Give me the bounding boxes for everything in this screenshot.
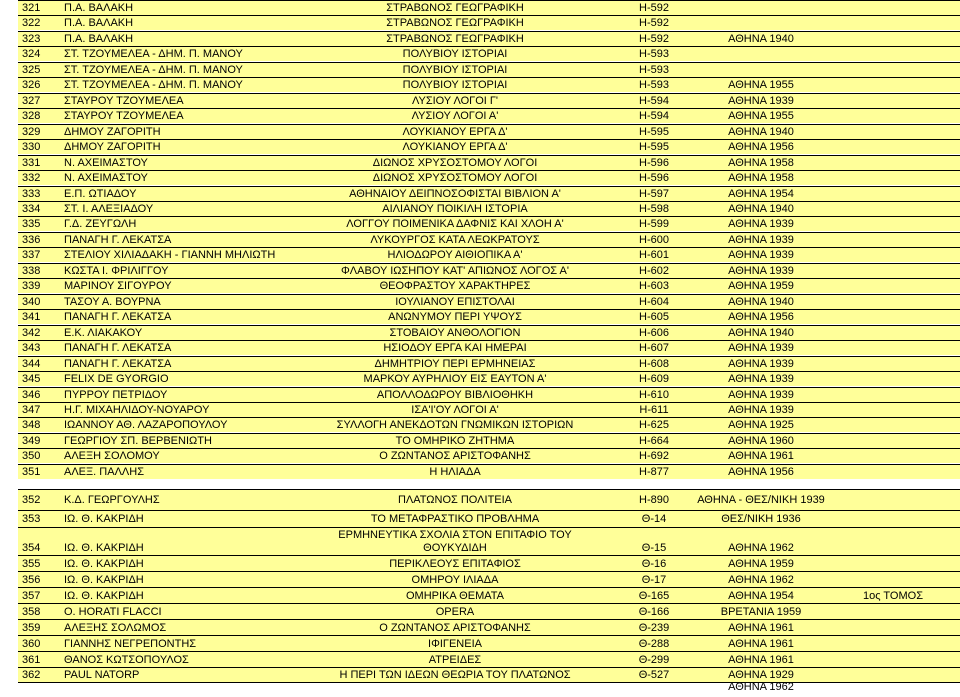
place-year-cell: ΑΘΗΝΑ 1961 [728, 653, 794, 666]
title-cell: Η ΠΕΡΙ ΤΩΝ ΙΔΕΩΝ ΘΕΩΡΙΑ ΤΟΥ ΠΛΑΤΩΝΟΣ [339, 669, 571, 681]
author-cell: ΣΤΑΥΡΟΥ ΤΖΟΥΜΕΛΕΑ [64, 110, 184, 122]
author-cell: ΠΑΝΑΓΗ Γ. ΛΕΚΑΤΣΑ [64, 311, 172, 323]
code-cell: Η-625 [639, 419, 669, 431]
title-cell: OPERA [435, 605, 475, 618]
code-cell: Θ-14 [641, 513, 667, 525]
place-year-cell: ΑΘΗΝΑ 1956 [728, 141, 794, 153]
row-number: 358 [22, 605, 41, 618]
place-year-cell: ΑΘΗΝΑ 1940 [728, 327, 794, 339]
place-year-cell: ΑΘΗΝΑ 1955 [728, 110, 794, 122]
title-cell: ΑΙΛΙΑΝΟΥ ΠΟΙΚΙΛΗ ΙΣΤΟΡΙΑ [382, 203, 528, 215]
row-number: 354 [22, 542, 41, 554]
row-number: 344 [22, 358, 41, 370]
title-cell: ΙΟΥΛΙΑΝΟΥ ΕΠΙΣΤΟΛΑΙ [395, 296, 515, 308]
place-year-cell: ΑΘΗΝΑ 1940 [728, 203, 794, 215]
row-number: 346 [22, 389, 41, 401]
place-year-cell: ΑΘΗΝΑ 1939 [728, 404, 794, 416]
place-year-cell: ΑΘΗΝΑ 1962 [728, 573, 794, 586]
row-number: 360 [22, 637, 41, 650]
code-cell: Η-594 [639, 95, 669, 107]
table-row [18, 124, 960, 139]
code-cell: Η-595 [639, 141, 669, 153]
title-cell: Ο ΖΩΝΤΑΝΟΣ ΑΡΙΣΤΟΦΑΝΗΣ [379, 621, 531, 634]
author-cell: ΣΤΑΥΡΟΥ ΤΖΟΥΜΕΛΕΑ [64, 95, 184, 107]
title-cell: ΠΟΛΥΒΙΟΥ ΙΣΤΟΡΙΑΙ [402, 79, 508, 91]
place-year-cell: ΑΘΗΝΑ 1940 [728, 126, 794, 138]
table-row [18, 263, 960, 278]
author-cell: Π.Α. ΒΑΛΑΚΗ [64, 17, 134, 29]
table-row [18, 464, 960, 479]
table-row [18, 489, 960, 510]
table-row [18, 603, 960, 619]
title-cell: ΛΥΣΙΟΥ ΛΟΓΟΙ Α' [411, 110, 499, 122]
place-year-cell: ΑΘΗΝΑ 1940 [728, 296, 794, 308]
title-cell: ΤΟ ΜΕΤΑΦΡΑΣΤΙΚΟ ΠΡΟΒΛΗΜΑ [370, 513, 540, 525]
row-number: 336 [22, 234, 41, 246]
row-number: 342 [22, 327, 41, 339]
code-cell: Η-603 [639, 280, 669, 292]
title-cell: ΠΛΑΤΩΝΟΣ ΠΟΛΙΤΕΙΑ [397, 494, 513, 506]
code-cell: Η-593 [639, 48, 669, 60]
code-cell: Θ-166 [638, 605, 670, 618]
code-cell: Θ-17 [641, 573, 667, 586]
author-cell: ΙΩΑΝΝΟΥ ΑΘ. ΛΑΖΑΡΟΠΟΥΛΟΥ [64, 419, 228, 431]
place-year-cell: ΒΡΕΤΑΝΙΑ 1959 [720, 605, 802, 618]
code-cell: Η-890 [639, 494, 669, 506]
table-row [18, 155, 960, 170]
author-cell: ΠΑΝΑΓΗ Γ. ΛΕΚΑΤΣΑ [64, 342, 172, 354]
row-number: 353 [22, 513, 41, 525]
code-cell: Θ-288 [638, 637, 670, 650]
author-cell: PAUL NATORP [64, 669, 140, 681]
author-cell: ΘΑΝΟΣ ΚΩΤΣΟΠΟΥΛΟΣ [64, 653, 189, 666]
code-cell: Θ-16 [641, 557, 667, 570]
author-cell: ΔΗΜΟΥ ΖΑΓΟΡΙΤΗ [64, 126, 161, 138]
code-cell: Η-592 [639, 2, 669, 14]
code-cell: Η-593 [639, 64, 669, 76]
title-cell: ΛΟΥΚΙΑΝΟΥ ΕΡΓΑ Δ' [402, 141, 508, 153]
author-cell: ΤΑΣΟΥ Α. ΒΟΥΡΝΑ [64, 296, 161, 308]
table-row [18, 587, 960, 603]
title-cell: ΑΝΩΝΥΜΟΥ ΠΕΡΙ ΥΨΟΥΣ [388, 311, 522, 323]
code-cell: Θ-527 [638, 669, 670, 681]
row-number: 341 [22, 311, 41, 323]
table-row [18, 232, 960, 247]
table-row [18, 139, 960, 154]
place-year-cell: ΑΘΗΝΑ 1954 [728, 188, 794, 200]
code-cell: Η-601 [639, 249, 669, 261]
table-row [18, 31, 960, 46]
code-cell: Η-594 [639, 110, 669, 122]
title-cell: ΛΟΥΚΙΑΝΟΥ ΕΡΓΑ Δ' [402, 126, 508, 138]
row-number: 331 [22, 157, 41, 169]
author-cell: ΙΩ. Θ. ΚΑΚΡΙΔΗ [64, 557, 144, 570]
title-cell: ΟΜΗΡΟΥ ΙΛΙΑΔΑ [411, 573, 499, 586]
place-year-cell: ΑΘΗΝΑ - ΘΕΣ/ΝΙΚΗ 1939 [697, 494, 825, 506]
place-year-cell: ΑΘΗΝΑ 1939 [728, 389, 794, 401]
row-number: 347 [22, 404, 41, 416]
title-cell: ΑΘΗΝΑΙΟΥ ΔΕΙΠΝΟΣΟΦΙΣΤΑΙ ΒΙΒΛΙΟΝ Α' [349, 188, 561, 200]
author-cell: FELIX DE GYORGIO [64, 373, 169, 385]
table-row [18, 325, 960, 340]
author-cell: ΚΩΣΤΑ Ι. ΦΡΙΛΙΓΓΟΥ [64, 265, 169, 277]
title-cell: ΑΤΡΕΙΔΕΣ [428, 653, 482, 666]
row-number: 349 [22, 435, 41, 447]
author-cell: Π.Α. ΒΑΛΑΚΗ [64, 33, 134, 45]
title-cell: ΔΗΜΗΤΡΙΟΥ ΠΕΡΙ ΕΡΜΗΝΕΙΑΣ [374, 358, 536, 370]
row-number: 345 [22, 373, 41, 385]
code-cell: Θ-15 [641, 542, 667, 554]
place-year-cell: ΑΘΗΝΑ 1959 [728, 280, 794, 292]
row-number: 330 [22, 141, 41, 153]
row-number: 324 [22, 48, 41, 60]
title-cell: ΣΤΡΑΒΩΝΟΣ ΓΕΩΓΡΑΦΙΚΗ [386, 2, 524, 14]
row-number: 327 [22, 95, 41, 107]
place-year-cell: ΑΘΗΝΑ 1939 [728, 249, 794, 261]
code-cell: Η-593 [639, 79, 669, 91]
table-row [18, 619, 960, 635]
row-number: 321 [22, 2, 41, 14]
author-cell: ΙΩ. Θ. ΚΑΚΡΙΔΗ [64, 573, 144, 586]
row-number: 343 [22, 342, 41, 354]
table-row [18, 0, 960, 15]
title-cell: ΗΛΙΟΔΩΡΟΥ ΑΙΘΙΟΠΙΚΑ Α' [387, 249, 523, 261]
place-year-cell: ΑΘΗΝΑ 1939 [728, 342, 794, 354]
table-row [18, 309, 960, 324]
table-row [18, 186, 960, 201]
place-year-cell: ΑΘΗΝΑ 1939 [728, 358, 794, 370]
title-cell: ΑΠΟΛΛΟΔΩΡΟΥ ΒΙΒΛΙΟΘΗΚΗ [376, 389, 534, 401]
author-cell: ΓΙΑΝΝΗΣ ΝΕΓΡΕΠΟΝΤΗΣ [64, 637, 197, 650]
table-row [18, 340, 960, 355]
trailing-cell [696, 681, 826, 693]
place-year-cell: ΑΘΗΝΑ 1959 [728, 557, 794, 570]
author-cell: ΠΑΝΑΓΗ Γ. ΛΕΚΑΤΣΑ [64, 358, 172, 370]
title-cell: ΣΤΡΑΒΩΝΟΣ ΓΕΩΓΡΑΦΙΚΗ [386, 33, 524, 45]
table-row [18, 15, 960, 30]
code-cell: Η-611 [639, 404, 669, 416]
title-cell: ΘΕΟΦΡΑΣΤΟΥ ΧΑΡΑΚΤΗΡΕΣ [379, 280, 531, 292]
place-year-cell: ΑΘΗΝΑ 1961 [728, 621, 794, 634]
table-row [18, 247, 960, 262]
trailing-place: ΑΘΗΝΑ 1962 [728, 681, 794, 693]
code-cell: Η-877 [639, 466, 669, 478]
place-year-cell: ΑΘΗΝΑ 1954 [728, 589, 794, 602]
table-row [18, 170, 960, 185]
table-row [18, 201, 960, 216]
row-number: 333 [22, 188, 41, 200]
code-cell: Θ-165 [638, 589, 670, 602]
code-cell: Η-692 [639, 450, 669, 462]
title-cell: ΣΤΡΑΒΩΝΟΣ ΓΕΩΓΡΑΦΙΚΗ [386, 17, 524, 29]
row-number: 350 [22, 450, 41, 462]
code-cell: Η-592 [639, 33, 669, 45]
title-cell: ΦΛΑΒΟΥ ΙΩΣΗΠΟΥ ΚΑΤ' ΑΠΙΩΝΟΣ ΛΟΓΟΣ Α' [341, 265, 569, 277]
note-cell: 1ος ΤΟΜΟΣ [863, 589, 923, 602]
row-number: 356 [22, 573, 41, 586]
code-cell: Η-607 [639, 342, 669, 354]
table-row [18, 433, 960, 448]
code-cell: Η-605 [639, 311, 669, 323]
code-cell: Η-608 [639, 358, 669, 370]
place-year-cell: ΑΘΗΝΑ 1958 [728, 157, 794, 169]
author-cell: Ε.Κ. ΛΙΑΚΑΚΟΥ [64, 327, 143, 339]
code-cell: Η-609 [639, 373, 669, 385]
row-number: 339 [22, 280, 41, 292]
table-row [18, 510, 960, 527]
code-cell: Η-598 [639, 203, 669, 215]
table-row [18, 635, 960, 651]
code-cell: Η-664 [639, 435, 669, 447]
table-row [18, 62, 960, 77]
author-cell: ΙΩ. Θ. ΚΑΚΡΙΔΗ [64, 542, 144, 554]
code-cell: Η-606 [639, 327, 669, 339]
place-year-cell: ΑΘΗΝΑ 1961 [728, 637, 794, 650]
title-cell: ΠΟΛΥΒΙΟΥ ΙΣΤΟΡΙΑΙ [402, 48, 508, 60]
author-cell: Ν. ΑΧΕΙΜΑΣΤΟΥ [64, 172, 148, 184]
place-year-cell: ΑΘΗΝΑ 1956 [728, 311, 794, 323]
code-cell: Η-610 [639, 389, 669, 401]
title-cell: ΠΕΡΙΚΛΕΟΥΣ ΕΠΙΤΑΦΙΟΣ [389, 557, 521, 570]
table-row [18, 387, 960, 402]
author-cell: ΠΥΡΡΟΥ ΠΕΤΡΙΔΟΥ [64, 389, 168, 401]
place-year-cell: ΑΘΗΝΑ 1940 [728, 33, 794, 45]
place-year-cell: ΑΘΗΝΑ 1925 [728, 419, 794, 431]
place-year-cell: ΑΘΗΝΑ 1955 [728, 79, 794, 91]
code-cell: Η-600 [639, 234, 669, 246]
place-year-cell: ΑΘΗΝΑ 1939 [728, 265, 794, 277]
row-number: 361 [22, 653, 41, 666]
title-cell: ΜΑΡΚΟΥ ΑΥΡΗΛΙΟΥ ΕΙΣ ΕΑΥΤΟΝ Α' [363, 373, 547, 385]
table-row [18, 356, 960, 371]
row-number: 351 [22, 466, 41, 478]
table-row [18, 402, 960, 417]
place-year-cell: ΑΘΗΝΑ 1939 [728, 95, 794, 107]
author-cell: ΣΤ. ΤΖΟΥΜΕΛΕΑ - ΔΗΜ. Π. ΜΑΝΟΥ [64, 64, 243, 76]
author-cell: Γ.Δ. ΖΕΥΓΩΛΗ [64, 218, 137, 230]
row-number: 335 [22, 218, 41, 230]
row-number: 329 [22, 126, 41, 138]
place-year-cell: ΑΘΗΝΑ 1961 [728, 450, 794, 462]
author-cell: ΠΑΝΑΓΗ Γ. ΛΕΚΑΤΣΑ [64, 234, 172, 246]
table-row [18, 77, 960, 92]
place-year-cell: ΑΘΗΝΑ 1958 [728, 172, 794, 184]
row-number: 325 [22, 64, 41, 76]
author-cell: ΔΗΜΟΥ ΖΑΓΟΡΙΤΗ [64, 141, 161, 153]
table-row [18, 278, 960, 293]
row-number: 337 [22, 249, 41, 261]
code-cell: Θ-239 [638, 621, 670, 634]
table-row [18, 571, 960, 587]
title-cell: Ο ΖΩΝΤΑΝΟΣ ΑΡΙΣΤΟΦΑΝΗΣ [379, 450, 531, 462]
author-cell: ΑΛΕΞΗΣ ΣΟΛΩΜΟΣ [64, 621, 167, 634]
row-number: 352 [22, 494, 41, 506]
author-cell: ΣΤ. ΤΖΟΥΜΕΛΕΑ - ΔΗΜ. Π. ΜΑΝΟΥ [64, 79, 243, 91]
place-year-cell: ΑΘΗΝΑ 1956 [728, 466, 794, 478]
row-number: 334 [22, 203, 41, 215]
author-cell: Η.Γ. ΜΙΧΑΗΛΙΔΟΥ-ΝΟΥΑΡΟΥ [64, 404, 210, 416]
row-number: 348 [22, 419, 41, 431]
row-number: 340 [22, 296, 41, 308]
title-cell: ΤΟ ΟΜΗΡΙΚΟ ΖΗΤΗΜΑ [395, 435, 515, 447]
place-year-cell: ΑΘΗΝΑ 1939 [728, 234, 794, 246]
title-cell: ΙΣΑ'Ι'ΟΥ ΛΟΓΟΙ Α' [411, 404, 499, 416]
row-number: 328 [22, 110, 41, 122]
row-number: 338 [22, 265, 41, 277]
title-cell: ΣΤΟΒΑΙΟΥ ΑΝΘΟΛΟΓΙΟΝ [389, 327, 521, 339]
code-cell: Θ-299 [638, 653, 670, 666]
title-cell: ΛΟΓΓΟΥ ΠΟΙΜΕΝΙΚΑ ΔΑΦΝΙΣ ΚΑΙ ΧΛΟΗ Α' [346, 218, 564, 230]
row-number: 322 [22, 17, 41, 29]
table-row [18, 651, 960, 667]
table-row [18, 417, 960, 432]
place-year-cell: ΑΘΗΝΑ 1929 [728, 669, 794, 681]
row-number: 357 [22, 589, 41, 602]
place-year-cell: ΑΘΗΝΑ 1960 [728, 435, 794, 447]
author-cell: ΑΛΕΞ. ΠΑΛΛΗΣ [64, 466, 145, 478]
code-cell: Η-597 [639, 188, 669, 200]
place-year-cell: ΑΘΗΝΑ 1962 [728, 542, 794, 554]
place-year-cell: ΑΘΗΝΑ 1939 [728, 373, 794, 385]
table-row [18, 46, 960, 61]
table-row [18, 371, 960, 386]
row-number: 355 [22, 557, 41, 570]
author-cell: ΙΩ. Θ. ΚΑΚΡΙΔΗ [64, 589, 144, 602]
author-cell: ΑΛΕΞΗ ΣΟΛΟΜΟΥ [64, 450, 160, 462]
author-cell: Ε.Π. ΩΤΙΑΔΟΥ [64, 188, 137, 200]
place-year-cell: ΘΕΣ/ΝΙΚΗ 1936 [721, 513, 801, 525]
title-cell: ΟΜΗΡΙΚΑ ΘΕΜΑΤΑ [406, 589, 504, 602]
code-cell: Η-599 [639, 218, 669, 230]
code-cell: Η-592 [639, 17, 669, 29]
title-cell: ΔΙΩΝΟΣ ΧΡΥΣΟΣΤΟΜΟΥ ΛΟΓΟΙ [372, 172, 538, 184]
author-cell: Κ.Δ. ΓΕΩΡΓΟΥΛΗΣ [64, 494, 160, 506]
title-cell: ΔΙΩΝΟΣ ΧΡΥΣΟΣΤΟΜΟΥ ΛΟΓΟΙ [372, 157, 538, 169]
title-cell: Η ΗΛΙΑΔΑ [429, 466, 481, 478]
code-cell: Η-596 [639, 172, 669, 184]
table-row [18, 555, 960, 571]
author-cell: O. HORATI FLACCI [64, 605, 162, 618]
title-cell: ΗΣΙΟΔΟΥ ΕΡΓΑ ΚΑΙ ΗΜΕΡΑΙ [383, 342, 527, 354]
author-cell: ΜΑΡΙΝΟΥ ΣΙΓΟΥΡΟΥ [64, 280, 172, 292]
table-row [18, 294, 960, 309]
title-cell: ΠΟΛΥΒΙΟΥ ΙΣΤΟΡΙΑΙ [402, 64, 508, 76]
title-cell: ΣΥΛΛΟΓΗ ΑΝΕΚΔΟΤΩΝ ΓΝΩΜΙΚΩΝ ΙΣΤΟΡΙΩΝ [336, 419, 574, 431]
title-cell: ΙΦΙΓΕΝΕΙΑ [428, 637, 482, 650]
author-cell: Ν. ΑΧΕΙΜΑΣΤΟΥ [64, 157, 148, 169]
table-row [18, 108, 960, 123]
author-cell: ΣΤΕΛΙΟΥ ΧΙΛΙΑΔΑΚΗ - ΓΙΑΝΝΗ ΜΗΛΙΩΤΗ [64, 249, 276, 261]
title-cell: ΛΥΚΟΥΡΓΟΣ ΚΑΤΑ ΛΕΩΚΡΑΤΟΥΣ [370, 234, 540, 246]
table-row [18, 527, 960, 555]
author-cell: ΓΕΩΡΓΙΟΥ ΣΠ. ΒΕΡΒΕΝΙΩΤΗ [64, 435, 212, 447]
row-number: 332 [22, 172, 41, 184]
author-cell: ΙΩ. Θ. ΚΑΚΡΙΔΗ [64, 513, 144, 525]
table-row [18, 93, 960, 108]
row-number: 359 [22, 621, 41, 634]
row-number: 326 [22, 79, 41, 91]
row-number: 323 [22, 33, 41, 45]
code-cell: Η-602 [639, 265, 669, 277]
author-cell: Π.Α. ΒΑΛΑΚΗ [64, 2, 134, 14]
table-row [18, 216, 960, 231]
code-cell: Η-595 [639, 126, 669, 138]
row-number: 362 [22, 669, 41, 681]
author-cell: ΣΤ. Ι. ΑΛΕΞΙΑΔΟΥ [64, 203, 154, 215]
code-cell: Η-596 [639, 157, 669, 169]
table-row [18, 448, 960, 463]
title-cell-line2: ΘΟΥΚΥΔΙΔΗ [423, 542, 487, 554]
author-cell: ΣΤ. ΤΖΟΥΜΕΛΕΑ - ΔΗΜ. Π. ΜΑΝΟΥ [64, 48, 243, 60]
code-cell: Η-604 [639, 296, 669, 308]
place-year-cell: ΑΘΗΝΑ 1939 [728, 218, 794, 230]
title-cell: ΛΥΣΙΟΥ ΛΟΓΟΙ Γ' [411, 95, 499, 107]
title-cell-line1: ΕΡΜΗΝΕΥΤΙΚΑ ΣΧΟΛΙΑ ΣΤΟΝ ΕΠΙΤΑΦΙΟ ΤΟΥ [338, 529, 572, 541]
